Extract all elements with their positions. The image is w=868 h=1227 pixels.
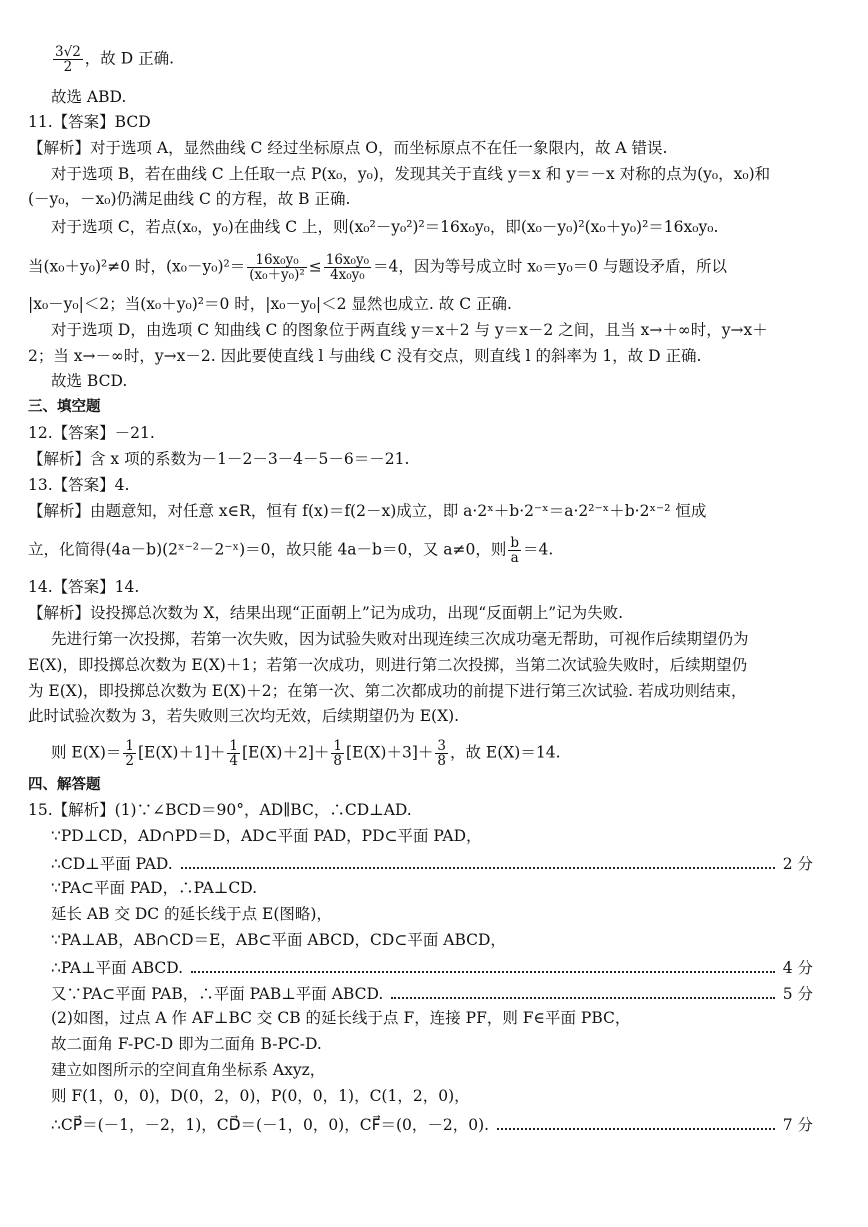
text-line: 故选 ABD. (51, 88, 127, 106)
formula-line: 则 E(X)＝ $\frac{1}{2}$ [E(X)＋1]＋ $\frac{1}{4}$ [E(X)＋2]＋ $\frac{1}{8}$ [E(X)＋3]＋ $\frac{3}{8}$ ，故 E(X)＝14. (51, 738, 561, 769)
text-line: $\frac{3√2}{2}$ ，故 D 正确. (55, 44, 174, 75)
text-line: ∵PD⊥CD，AD∩PD＝D，AD⊂平面 PAD，PD⊂平面 PAD， (51, 827, 482, 845)
text-line: 对于选项 B，若在曲线 C 上任取一点 P(x₀，y₀)，发现其关于直线 y＝x 和 y＝－x 对称的点为(y₀，x₀)和 (51, 165, 771, 183)
leader-dots (497, 1116, 775, 1130)
formula-line: 立，化简得(4a－b)(2ˣ⁻²－2⁻ˣ)＝0，故只能 4a－b＝0，又 a≠0，则 $\frac{b}{a}$ ＝4. (28, 535, 554, 566)
text-line: ∵PA⊂平面 PAD，∴PA⊥CD. (51, 879, 258, 897)
fraction: $\frac{\text{16x₀y₀}}{\text{(x₀＋y₀)²}}$ (249, 252, 305, 283)
score-label: 5 分 (782, 985, 813, 1003)
fraction: $\frac{3√2}{2}$ (55, 44, 81, 75)
text-line: 为 E(X)，即投掷总次数为 E(X)＋2；在第一次、第二次都成功的前提下进行第三次试验. 若成功则结束， (28, 682, 747, 700)
text-line: 【解析】对于选项 A，显然曲线 C 经过坐标原点 O，而坐标原点不在任一象限内，故 A 错误. (28, 139, 668, 157)
fraction: $\frac{3}{8}$ (437, 738, 446, 769)
answer-heading: 13.【答案】4. (28, 476, 130, 494)
score-label: 2 分 (782, 855, 813, 873)
text-line: ∵PA⊥AB，AB∩CD＝E，AB⊂平面 ABCD，CD⊂平面 ABCD， (51, 931, 506, 949)
text-line: 【解析】由题意知，对任意 x∈R，恒有 f(x)＝f(2－x)成立，即 a·2ˣ＋b·2⁻ˣ＝a·2²⁻ˣ＋b·2ˣ⁻² 恒成 (28, 502, 707, 520)
fraction: $\frac{b}{a}$ (510, 535, 520, 566)
text-line: 此时试验次数为 3，若失败则三次均无效，后续期望仍为 E(X). (28, 707, 460, 725)
fraction: $\frac{1}{4}$ (229, 738, 238, 769)
leader-dots (391, 985, 774, 999)
scored-line: 又∵PA⊂平面 PAB，∴平面 PAB⊥平面 ABCD. 5 分 (51, 982, 813, 1002)
text-line: (2)如图，过点 A 作 AF⊥BC 交 CB 的延长线于点 F，连接 PF，则 F∈平面 PBC， (51, 1009, 631, 1027)
score-label: 7 分 (782, 1116, 813, 1134)
fraction: $\frac{1}{8}$ (333, 738, 342, 769)
section-heading: 三、填空题 (28, 399, 101, 415)
leader-dots (181, 855, 775, 869)
text-line: 对于选项 C，若点(x₀，y₀)在曲线 C 上，则(x₀²－y₀²)²＝16x₀y₀，即(x₀－y₀)²(x₀＋y₀)²＝16x₀y₀. (51, 218, 719, 236)
fraction: $\frac{\text{16x₀y₀}}{\text{4x₀y₀}}$ (325, 252, 370, 283)
scored-line: ∴PA⊥平面 ABCD. 4 分 (51, 956, 813, 976)
answer-heading: 15.【解析】(1)∵∠BCD＝90°，AD∥BC，∴CD⊥AD. (28, 801, 412, 819)
text-line: 【解析】设投掷总次数为 X，结果出现“正面朝上”记为成功，出现“反面朝上”记为失败. (28, 604, 624, 622)
scored-line: ∴CP⃗＝(－1，－2，1)，CD⃗＝(－1，0，0)，CF⃗＝(0，－2，0). 7 分 (51, 1113, 813, 1133)
text-line: 对于选项 D，由选项 C 知曲线 C 的图象位于两直线 y＝x＋2 与 y＝x－2 之间，且当 x→＋∞时，y→x＋ (51, 321, 768, 339)
text-line: 故二面角 F-PC-D 即为二面角 B-PC-D. (51, 1035, 322, 1053)
text-line: 延长 AB 交 DC 的延长线于点 E(图略)， (51, 905, 332, 923)
formula-line: 当(x₀＋y₀)²≠0 时，(x₀－y₀)²＝ $\frac{\text{16x₀y₀}}{\text{(x₀＋y₀)²}}$ ≤ $\frac{\text{16x₀y₀}}{\text{4x₀y₀}}$ ＝4，因为等号成立时 x₀＝y₀＝0 与题设矛盾，所以 (28, 252, 728, 283)
text-line: 故选 BCD. (51, 372, 128, 390)
text-line: (－y₀，－x₀)仍满足曲线 C 的方程，故 B 正确. (28, 190, 351, 208)
text-line: 2；当 x→－∞时，y→x－2. 因此要使直线 l 与曲线 C 没有交点，则直线 l 的斜率为 1，故 D 正确. (28, 347, 702, 365)
fraction: $\frac{1}{2}$ (125, 738, 134, 769)
text-line: |x₀－y₀|＜2；当(x₀＋y₀)²＝0 时，|x₀－y₀|＜2 显然也成立. 故 C 正确. (28, 295, 512, 313)
text-line: 【解析】含 x 项的系数为－1－2－3－4－5－6＝－21. (28, 450, 410, 468)
text-line: 则 F(1，0，0)，D(0，2，0)，P(0，0，1)，C(1，2，0)， (51, 1087, 470, 1105)
score-label: 4 分 (782, 959, 813, 977)
scored-line: ∴CD⊥平面 PAD. 2 分 (51, 852, 813, 872)
text-line: E(X)，即投掷总次数为 E(X)＋1；若第一次成功，则进行第二次投掷，当第二次试验失败时，后续期望仍 (28, 656, 748, 674)
leader-dots (191, 959, 775, 973)
section-heading: 四、解答题 (28, 777, 101, 793)
text-line: 先进行第一次投掷，若第一次失败，因为试验失败对出现连续三次成功毫无帮助，可视作后续期望仍为 (51, 630, 749, 648)
answer-heading: 11.【答案】BCD (28, 113, 151, 131)
answer-heading: 14.【答案】14. (28, 578, 140, 596)
answer-heading: 12.【答案】－21. (28, 424, 155, 442)
text-line: 建立如图所示的空间直角坐标系 Axyz， (51, 1061, 326, 1079)
